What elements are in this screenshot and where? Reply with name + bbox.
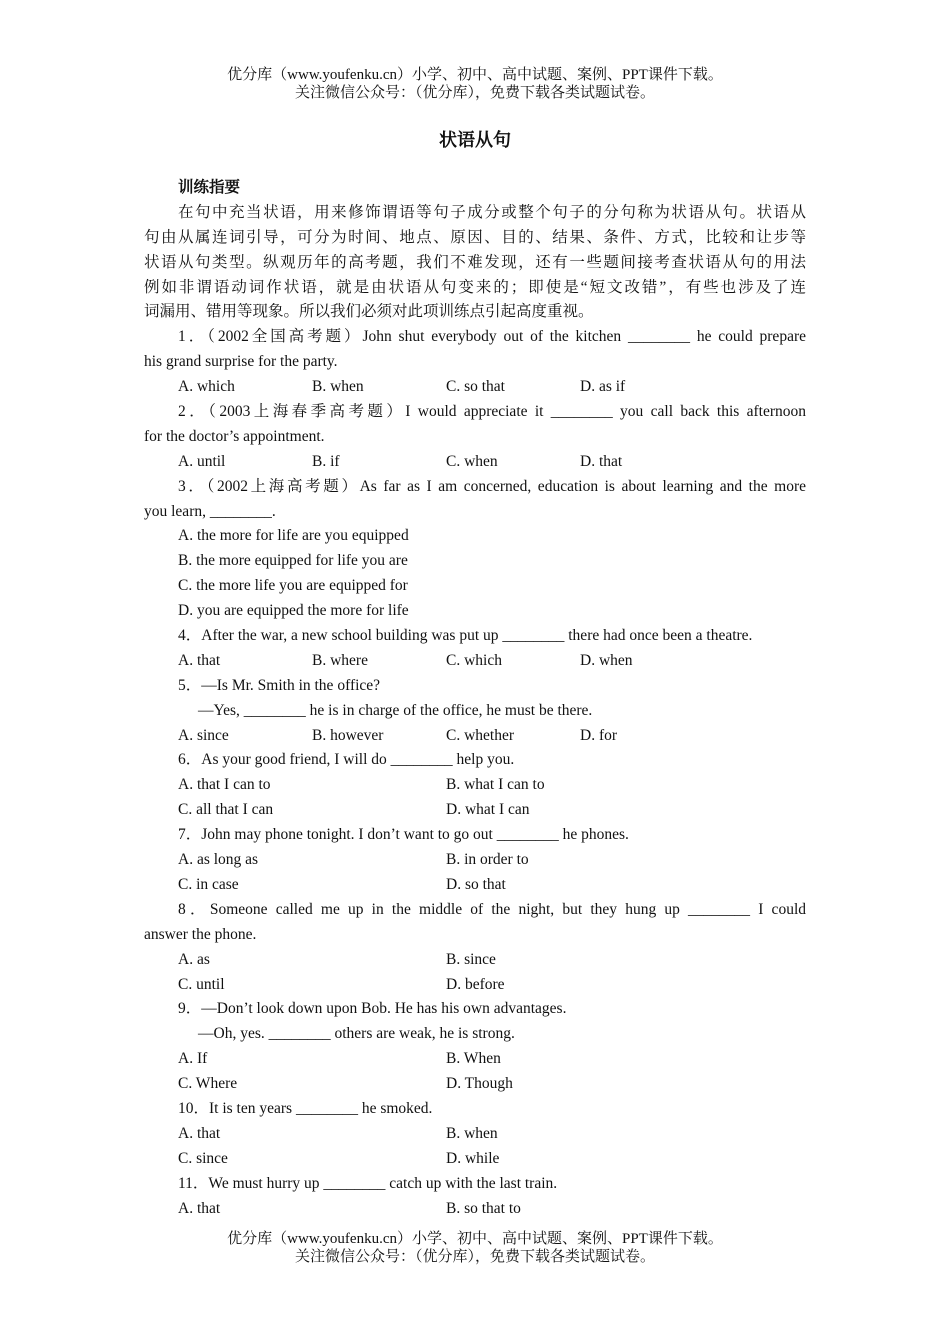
option-b: B. however xyxy=(312,726,384,744)
footer-line-2: 关注微信公众号：（优分库），免费下载各类试题试卷。 xyxy=(294,1249,655,1265)
option-b: B. when xyxy=(446,1124,498,1142)
option-c: C. whether xyxy=(446,726,515,744)
question-10-options-row-2 xyxy=(144,1147,806,1172)
question-7-options-row-1 xyxy=(144,848,806,873)
intro-line: 句由从属连词引导，可分为时间、地点、原因、目的、结果、条件、方式，比较和让步等 xyxy=(144,228,806,246)
option-a: A. that xyxy=(178,651,221,669)
option-d: D. while xyxy=(446,1149,500,1167)
option-a: A. If xyxy=(178,1050,208,1068)
question-2-options xyxy=(144,450,806,475)
option-d: D. before xyxy=(446,975,505,993)
option-b: B. so that to xyxy=(446,1199,521,1217)
option-b: B. When xyxy=(446,1050,501,1068)
question-8-options-row-2 xyxy=(144,973,806,998)
option-d: D. as if xyxy=(580,378,626,396)
option-b: B. in order to xyxy=(446,851,529,869)
option-a: A. which xyxy=(178,378,235,396)
option-c: C. which xyxy=(446,651,502,669)
option-d: D. you are equipped the more for life xyxy=(178,602,409,620)
option-c: C. when xyxy=(446,452,498,470)
intro-line: 例如非谓语动词作状语，就是由状语从句变来的；即使是“短文改错”，有些也涉及了连 xyxy=(144,278,806,296)
section-title: 训练指要 xyxy=(178,179,241,196)
option-a: A. since xyxy=(178,726,229,744)
option-c: C. Where xyxy=(178,1075,238,1093)
option-d: D. Though xyxy=(446,1075,513,1093)
option-d: D. what I can xyxy=(446,801,530,819)
question-8-stem: 8．Someone called me up in the middle of the night, but they hung up ________ I could xyxy=(178,900,806,918)
question-4-options xyxy=(144,649,806,674)
question-9-options-row-2 xyxy=(144,1072,806,1097)
document-body xyxy=(144,176,806,1221)
option-a: A. that xyxy=(178,1124,221,1142)
option-b: B. where xyxy=(312,651,368,669)
question-9-dialog: —Oh, yes. ________ others are weak, he is strong. xyxy=(198,1025,515,1043)
option-d: D. so that xyxy=(446,875,506,893)
question-4-stem: 4．After the war, a new school building was put up ________ there had once been a theatre. xyxy=(178,627,753,645)
question-2-stem-cont: for the doctor’s appointment. xyxy=(144,427,325,445)
page-footer xyxy=(0,1230,950,1266)
intro-line: 状语从句类型。纵观历年的高考题，我们不难发现，还有一些题间接考查状语从句的用法 xyxy=(144,253,806,271)
page-title: 状语从句 xyxy=(439,130,511,150)
question-1-options xyxy=(144,375,806,400)
question-10-stem: 10．It is ten years ________ he smoked. xyxy=(178,1099,433,1117)
question-1-stem: 1．（2002全国高考题）John shut everybody out of the kitchen ________ he could prepare xyxy=(178,328,806,346)
question-8-options-row-1 xyxy=(144,948,806,973)
option-b: B. if xyxy=(312,452,340,470)
intro-line: 词漏用、错用等现象。所以我们必须对此项训练点引起高度重视。 xyxy=(144,303,594,321)
option-c: C. all that I can xyxy=(178,801,274,819)
option-a: A. until xyxy=(178,452,226,470)
question-11-stem: 11．We must hurry up ________ catch up with the last train. xyxy=(178,1174,558,1192)
header-line-2: 关注微信公众号：（优分库），免费下载各类试题试卷。 xyxy=(294,85,655,101)
option-a: A. the more for life are you equipped xyxy=(178,527,409,545)
page-header xyxy=(0,66,950,102)
question-7-stem: 7．John may phone tonight. I don’t want to go out ________ he phones. xyxy=(178,826,629,844)
option-d: D. that xyxy=(580,452,623,470)
question-5-stem: 5．—Is Mr. Smith in the office? xyxy=(178,676,381,694)
question-6-stem: 6．As your good friend, I will do ________ help you. xyxy=(178,751,515,769)
question-7-options-row-2 xyxy=(144,873,806,898)
option-b: B. what I can to xyxy=(446,776,545,794)
question-5-options xyxy=(144,724,806,749)
option-b: B. since xyxy=(446,950,496,968)
option-a: A. that xyxy=(178,1199,221,1217)
question-6-options-row-1 xyxy=(144,773,806,798)
option-c: C. the more life you are equipped for xyxy=(178,577,408,595)
question-6-options-row-2 xyxy=(144,798,806,823)
question-5-dialog: —Yes, ________ he is in charge of the office, he must be there. xyxy=(198,701,593,719)
footer-line-1: 优分库（www.youfenku.cn）小学、初中、高中试题、案例、PPT课件下载。 xyxy=(227,1231,723,1247)
option-b: B. the more equipped for life you are xyxy=(178,552,408,570)
option-b: B. when xyxy=(312,378,364,396)
option-a: A. as xyxy=(178,950,210,968)
question-9-options-row-1 xyxy=(144,1047,806,1072)
option-c: C. until xyxy=(178,975,225,993)
option-d: D. when xyxy=(580,651,633,669)
question-2-stem: 2．（2003上海春季高考题）I would appreciate it ________ you call back this afternoon xyxy=(178,403,806,421)
question-9-stem: 9．—Don’t look down upon Bob. He has his own advantages. xyxy=(178,1000,567,1018)
option-c: C. since xyxy=(178,1149,228,1167)
question-3-stem: 3．（2002上海高考题）As far as I am concerned, education is about learning and the more xyxy=(178,477,806,495)
option-a: A. as long as xyxy=(178,851,259,869)
option-d: D. for xyxy=(580,726,618,744)
option-c: C. in case xyxy=(178,875,239,893)
question-10-options-row-1 xyxy=(144,1122,806,1147)
header-line-1: 优分库（www.youfenku.cn）小学、初中、高中试题、案例、PPT课件下载。 xyxy=(227,67,723,83)
question-11-options-row-1 xyxy=(144,1197,806,1222)
question-3-stem-cont: you learn, ________. xyxy=(144,502,276,520)
option-a: A. that I can to xyxy=(178,776,271,794)
intro-line: 在句中充当状语，用来修饰谓语等句子成分或整个句子的分句称为状语从句。状语从 xyxy=(178,203,806,221)
option-c: C. so that xyxy=(446,378,505,396)
question-8-stem-cont: answer the phone. xyxy=(144,925,257,943)
question-1-stem-cont: his grand surprise for the party. xyxy=(144,353,338,371)
